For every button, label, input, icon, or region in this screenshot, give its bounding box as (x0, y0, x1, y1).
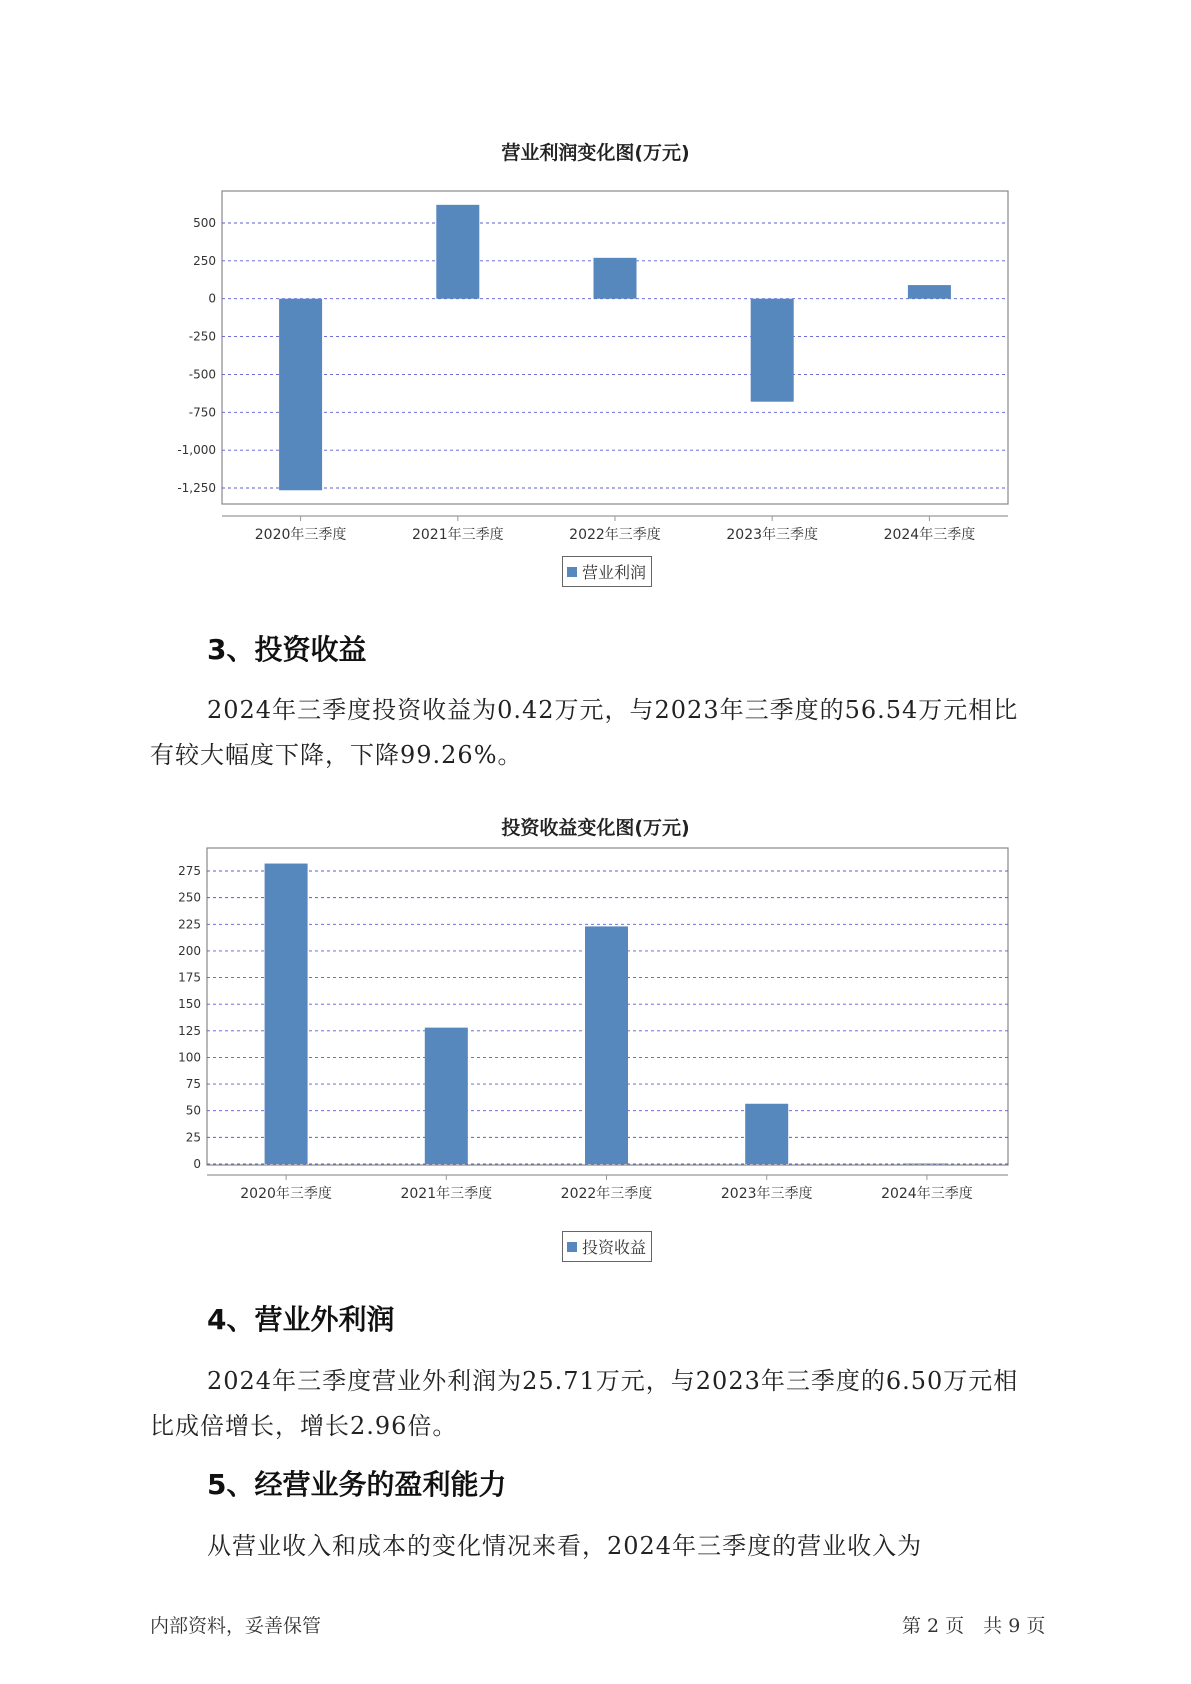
y-tick-label: 225 (178, 917, 201, 932)
bar (905, 1164, 948, 1165)
y-tick-label: 0 (193, 1157, 201, 1171)
y-tick-label: 250 (178, 890, 201, 905)
x-tick-label: 2020年三季度 (240, 1186, 332, 1202)
legend-label: 营业利润 (582, 563, 647, 582)
y-tick-label: 500 (193, 216, 216, 230)
legend-label: 投资收益 (582, 1238, 647, 1257)
bar (585, 926, 628, 1164)
y-tick-label: 25 (185, 1130, 201, 1145)
footer-page-number: 第 2 页 共 9 页 (902, 1615, 1046, 1637)
y-tick-label: 150 (178, 997, 201, 1012)
section-4-line-2: 比成倍增长，增长2.96倍。 (150, 1412, 458, 1440)
chart-2-title: 投资收益变化图(万元) (501, 817, 690, 839)
y-tick-label: -750 (188, 405, 216, 420)
bar (265, 864, 308, 1164)
y-tick-label: -1,250 (177, 481, 216, 495)
y-tick-label: 0 (208, 291, 216, 306)
legend-swatch (567, 1242, 577, 1252)
y-tick-label: -500 (188, 367, 216, 382)
chart-1-title: 营业利润变化图(万元) (501, 142, 690, 164)
chart-2-legend (562, 1231, 652, 1262)
y-tick-label: 250 (193, 253, 216, 268)
y-tick-label: 175 (178, 970, 201, 985)
x-tick-label: 2024年三季度 (881, 1186, 973, 1202)
y-tick-label: 100 (178, 1050, 201, 1065)
y-tick-label: -1,000 (177, 443, 216, 458)
y-tick-label: -250 (188, 329, 216, 344)
x-tick-label: 2023年三季度 (720, 1186, 813, 1202)
section-3-line-1: 2024年三季度投资收益为0.42万元，与2023年三季度的56.54万元相比 (207, 696, 1019, 724)
y-tick-label: 75 (185, 1077, 201, 1092)
y-tick-label: 50 (185, 1103, 201, 1118)
x-tick-label: 2022年三季度 (569, 527, 661, 543)
footer-confidential: 内部资料，妥善保管 (150, 1615, 322, 1637)
y-tick-label: 200 (178, 943, 201, 958)
section-5-line-1: 从营业收入和成本的变化情况来看，2024年三季度的营业收入为 (207, 1532, 923, 1560)
x-tick-label: 2021年三季度 (411, 527, 504, 543)
section-5-heading: 5、经营业务的盈利能力 (207, 1468, 507, 1501)
bar (425, 1028, 468, 1164)
section-4-heading: 4、营业外利润 (207, 1303, 395, 1336)
bar (745, 1104, 788, 1164)
x-tick-label: 2022年三季度 (560, 1186, 653, 1202)
x-tick-label: 2024年三季度 (883, 527, 976, 543)
x-tick-label: 2023年三季度 (726, 527, 819, 543)
y-tick-label: 125 (178, 1023, 201, 1038)
x-tick-label: 2021年三季度 (400, 1186, 493, 1202)
x-tick-label: 2020年三季度 (254, 527, 347, 543)
y-tick-label: 275 (178, 864, 201, 878)
section-3-heading: 3、投资收益 (207, 633, 367, 666)
section-4-line-1: 2024年三季度营业外利润为25.71万元，与2023年三季度的6.50万元相 (207, 1367, 1019, 1395)
section-3-line-2: 有较大幅度下降，下降99.26%。 (150, 741, 523, 769)
